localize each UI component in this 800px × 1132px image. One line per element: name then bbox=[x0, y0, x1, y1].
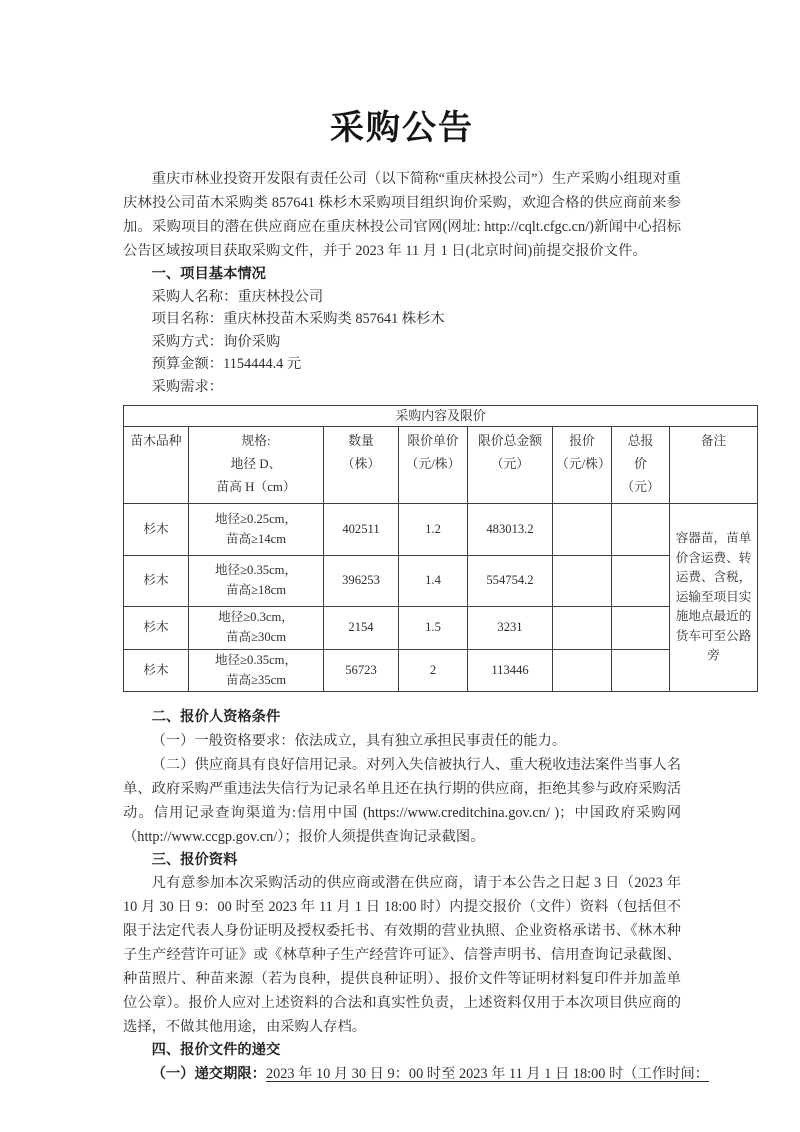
col-header-species bbox=[124, 427, 189, 504]
col-header-species-label: 苗木品种 bbox=[130, 434, 182, 448]
col-header-limit-total bbox=[468, 427, 553, 504]
col-header-total-quote bbox=[612, 427, 670, 504]
spec-line: 苗高≥30cm bbox=[225, 630, 287, 644]
deadline-label: （一）递交期限： bbox=[151, 1065, 266, 1082]
total-quote-cell bbox=[612, 504, 670, 556]
section2-paragraph-1: （一）一般资格要求：依法成立，具有独立承担民事责任的能力。 bbox=[151, 732, 567, 749]
limit-total-header-line: 限价总金额 bbox=[478, 434, 542, 448]
total-quote-cell bbox=[612, 556, 670, 607]
limit-total-header-line: （元） bbox=[490, 457, 530, 471]
quantity-cell: 2154 bbox=[324, 607, 399, 650]
limit-unit-price-cell: 1.5 bbox=[399, 607, 468, 650]
table-row bbox=[124, 556, 758, 607]
deadline-line bbox=[123, 1062, 763, 1086]
quote-cell bbox=[553, 556, 612, 607]
col-header-spec bbox=[189, 427, 324, 504]
table-header-row bbox=[124, 427, 758, 504]
qty-header-line: （株） bbox=[341, 457, 381, 471]
limit-total-cell: 3231 bbox=[468, 607, 553, 650]
quote-cell bbox=[553, 504, 612, 556]
col-header-quantity bbox=[324, 427, 399, 504]
limit-unit-price-cell: 2 bbox=[399, 650, 468, 692]
quote-cell bbox=[553, 650, 612, 692]
spec-line: 苗高≥35cm bbox=[225, 672, 287, 687]
deadline-value: 2023 年 10 月 30 日 9：00 时至 2023 年 11 月 1 日 18:00 时（工作时间： bbox=[265, 1065, 710, 1082]
quote-cell bbox=[553, 607, 612, 650]
quote-header-line: （元/株） bbox=[556, 457, 611, 471]
spec-cell bbox=[189, 607, 324, 650]
budget-amount-line: 预算金额：1154444.4 元 bbox=[151, 356, 302, 372]
procurement-table bbox=[123, 405, 758, 692]
spec-line: 苗高≥18cm bbox=[225, 583, 287, 597]
limit-unit-header-line: （元/株） bbox=[405, 457, 461, 471]
procurement-demand-line: 采购需求： bbox=[151, 378, 224, 395]
section3-heading: 三、报价资料 bbox=[151, 851, 238, 868]
limit-unit-header-line: 限价单价 bbox=[407, 434, 459, 448]
total-quote-header-line: （元） bbox=[621, 480, 660, 494]
spec-cell bbox=[189, 556, 324, 607]
table-caption-row bbox=[124, 406, 758, 427]
col-header-limit-unit-price bbox=[399, 427, 468, 504]
spec-header-line: 规格: bbox=[241, 434, 271, 448]
table-row bbox=[124, 650, 758, 692]
species-cell: 杉木 bbox=[124, 650, 189, 692]
table-row bbox=[124, 607, 758, 650]
species-cell: 杉木 bbox=[124, 607, 189, 650]
spec-line: 地径≥0.25cm， bbox=[214, 511, 298, 526]
limit-unit-price-cell: 1.4 bbox=[399, 556, 468, 607]
project-name-line: 项目名称：重庆林投苗木采购类 857641 株杉木 bbox=[151, 311, 445, 327]
spec-line: 苗高≥14cm bbox=[225, 531, 287, 546]
col-header-remark bbox=[670, 427, 758, 504]
col-header-quote bbox=[553, 427, 612, 504]
document-page bbox=[123, 0, 763, 1086]
buyer-name-line: 采购人名称：重庆林投公司 bbox=[151, 288, 324, 305]
total-quote-header-line: 总报 bbox=[627, 434, 654, 448]
remark-cell: 容器苗，苗单价含运费、转运费、含税，运输至项目实施地点最近的货车可至公路旁 bbox=[670, 504, 758, 692]
spec-line: 地径≥0.35cm， bbox=[214, 563, 298, 578]
section1-heading: 一、项目基本情况 bbox=[151, 266, 266, 282]
limit-total-cell: 554754.2 bbox=[468, 556, 553, 607]
quantity-cell: 402511 bbox=[324, 504, 399, 556]
table-row bbox=[124, 504, 758, 556]
spec-cell bbox=[189, 504, 324, 556]
table-caption: 采购内容及限价 bbox=[124, 406, 758, 427]
spec-header-line: 苗高 H（cm） bbox=[216, 480, 296, 494]
quantity-cell: 396253 bbox=[324, 556, 399, 607]
limit-total-cell: 483013.2 bbox=[468, 504, 553, 556]
intro-paragraph: 重庆市林业投资开发限有责任公司（以下简称“重庆林投公司”）生产采购小组现对重庆林投公司苗木采购类 857641 株杉木采购项目组织询价采购，欢迎合格的供应商前来参加。采购项目的潜在供应商应在重庆林投公司官网(网址: http://cqlt.cfgc.cn/)新闻中心招标公告区域按项目获取采购文件，并于 2023 年 11 月 1 日(北京时间)前提交报价文件。 bbox=[123, 171, 681, 259]
section4-heading: 四、报价文件的递交 bbox=[151, 1042, 281, 1059]
section3-paragraph: 凡有意参加本次采购活动的供应商或潜在供应商，请于本公告之日起 3 日（2023 年 10 月 30 日 9：00 时至 2023 年 11 月 1 日 18:00 时）内提交报价（文件）资料（包括但不限于法定代表人身份证明及授权委托书、有效期的营业执照、企业资格承诺书、《林木种子生产经营许可证》或《林草种子生产经营许可证》、信誉声明书、信用查询记录截图、种苗照片、种苗来源（若为良种，提供良种证明）、报价文件等证明材料复印件并加盖单位公章）。报价人应对上述资料的合法和真实性负责，上述资料仅用于本次项目供应商的选择，不做其他用途，由采购人存档。 bbox=[123, 875, 681, 1036]
spec-cell bbox=[189, 650, 324, 692]
quote-header-line: 报价 bbox=[569, 434, 595, 448]
spec-header-line: 地径 D、 bbox=[230, 457, 282, 471]
page-title: 采购公告 bbox=[330, 110, 474, 147]
qty-header-line: 数量 bbox=[348, 434, 374, 448]
limit-total-cell: 113446 bbox=[468, 650, 553, 692]
spec-line: 地径≥0.3cm， bbox=[218, 610, 294, 625]
total-quote-header-line: 价 bbox=[634, 457, 647, 471]
section2-heading: 二、报价人资格条件 bbox=[151, 709, 281, 726]
spec-line: 地径≥0.35cm， bbox=[214, 653, 298, 667]
section2-paragraph-2: （二）供应商具有良好信用记录。对列入失信被执行人、重大税收违法案件当事人名单、政府采购严重违法失信行为记录名单且还在执行期的供应商，拒绝其参与政府采购活动。信用记录查询渠道为:信用中国 (https://www.creditchina.gov.cn/ )；中国政府采购网（http://www.ccgp.gov.cn/）；报价人须提供查询记录截图。 bbox=[123, 756, 681, 845]
species-cell: 杉木 bbox=[124, 556, 189, 607]
species-cell: 杉木 bbox=[124, 504, 189, 556]
limit-unit-price-cell: 1.2 bbox=[399, 504, 468, 556]
total-quote-cell bbox=[612, 650, 670, 692]
quantity-cell: 56723 bbox=[324, 650, 399, 692]
total-quote-cell bbox=[612, 607, 670, 650]
procurement-method-line: 采购方式：询价采购 bbox=[151, 333, 281, 350]
remark-header-label: 备注 bbox=[700, 434, 727, 448]
